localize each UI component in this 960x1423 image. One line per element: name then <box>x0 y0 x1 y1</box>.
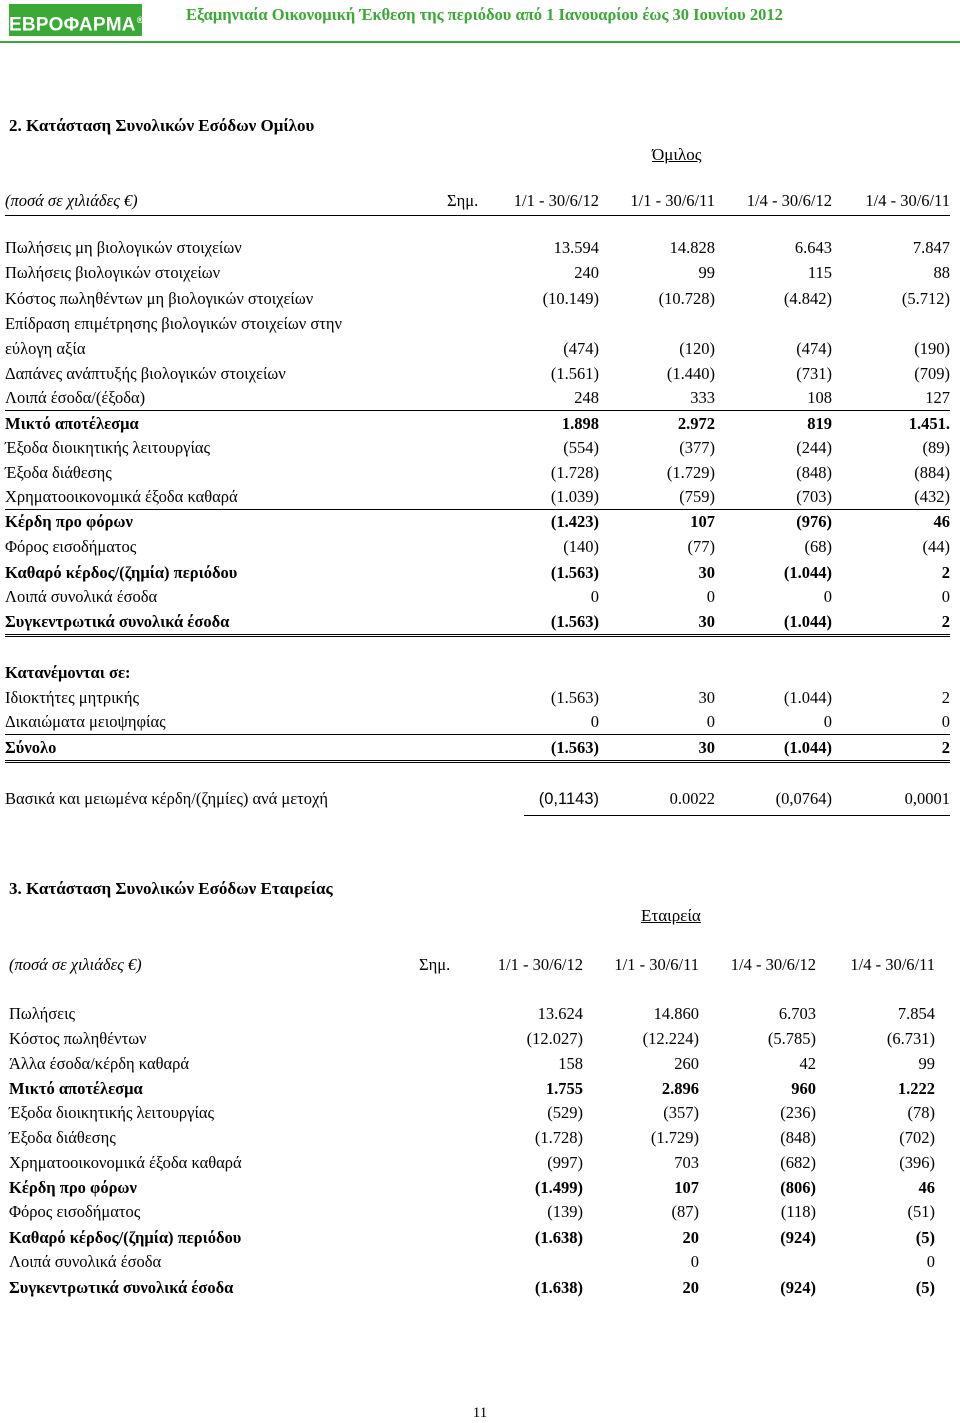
page-header <box>0 0 960 40</box>
section2-cell: 7.854 <box>897 1004 935 1023</box>
rule-line <box>5 410 950 411</box>
section1-allocation-cell: (1.563) <box>550 738 599 757</box>
section1-row-label: Επίδραση επιμέτρησης βιολογικών στοιχείων στην <box>5 314 342 333</box>
section2-cell: 6.703 <box>778 1004 816 1023</box>
section1-cell: (4.842) <box>783 289 832 308</box>
section1-allocation-cell: 30 <box>698 688 715 707</box>
section2-cell: (924) <box>780 1228 816 1247</box>
section2-cell: 158 <box>558 1054 583 1073</box>
section1-row-label: Λοιπά συνολικά έσοδα <box>5 587 158 606</box>
section2-row <box>9 1003 935 1025</box>
section1-cell: (474) <box>796 339 832 358</box>
section1-cell: 88 <box>933 263 950 282</box>
section1-allocation-cell: (1.563) <box>550 688 599 707</box>
section1-cell: (1.044) <box>783 563 832 582</box>
section1-cell: (77) <box>687 537 715 556</box>
section1-cell: 333 <box>690 388 715 407</box>
section2-row-label: Φόρος εισοδήματος <box>9 1202 141 1221</box>
section1-row-label: Λοιπά έσοδα/(έξοδα) <box>5 388 146 407</box>
section2-row-label: Κέρδη προ φόρων <box>9 1178 137 1197</box>
section2-col-header: 1/1 - 30/6/12 <box>497 955 583 974</box>
section1-cell: (68) <box>804 537 832 556</box>
section2-row-label: Πωλήσεις <box>9 1004 76 1023</box>
section1-row-label: Δαπάνες ανάπτυξής βιολογικών στοιχείων <box>5 364 286 383</box>
section1-row <box>5 338 950 360</box>
section1-cell: 0 <box>590 587 599 606</box>
section1-cell: (140) <box>563 537 599 556</box>
section1-allocation-cell: (1.044) <box>783 688 832 707</box>
section1-header-row <box>5 190 950 212</box>
section2-cell: (396) <box>899 1153 935 1172</box>
section1-allocation-row-label: Σύνολο <box>5 738 57 757</box>
section1-cell: 99 <box>698 263 715 282</box>
section1-cell: 248 <box>574 388 599 407</box>
section1-note-header: Σημ. <box>447 191 479 210</box>
section1-row-label: εύλογη αξία <box>5 339 86 358</box>
section1-row <box>5 586 950 608</box>
section2-cell: (529) <box>547 1103 583 1122</box>
section2-cell: 99 <box>918 1054 935 1073</box>
section1-col-header: 1/1 - 30/6/12 <box>513 191 599 210</box>
section1-cell: (89) <box>922 438 950 457</box>
section1-allocation-cell: 0 <box>590 712 599 731</box>
section1-row <box>5 536 950 558</box>
section2-row <box>9 1127 935 1149</box>
section1-cell: (377) <box>679 438 715 457</box>
section1-row <box>5 462 950 484</box>
section1-cell: (759) <box>679 487 715 506</box>
section1-allocation-row-label: Δικαιώματα μειοψηφίας <box>5 712 166 731</box>
section2-row <box>9 1177 935 1199</box>
page-number: 11 <box>472 1405 488 1421</box>
section1-row <box>5 562 950 584</box>
section2-row <box>9 1201 935 1223</box>
section1-row-label: Καθαρό κέρδος/(ζημία) περιόδου <box>5 563 238 582</box>
section1-row <box>5 288 950 310</box>
section1-row-label: Πωλήσεις βιολογικών στοιχείων <box>5 263 221 282</box>
section1-cell: 1.898 <box>561 414 599 433</box>
section1-cell: (5.712) <box>901 289 950 308</box>
section2-cell: 1.755 <box>545 1079 583 1098</box>
section1-cell: 30 <box>698 563 715 582</box>
section2-cell: 107 <box>674 1178 699 1197</box>
section1-cell: (1.561) <box>550 364 599 383</box>
section1-cell: (474) <box>563 339 599 358</box>
section1-cell: (244) <box>796 438 832 457</box>
section2-row-label: Άλλα έσοδα/κέρδη καθαρά <box>9 1054 190 1073</box>
section1-allocation-cell: 0 <box>941 712 950 731</box>
section2-cell: (1.638) <box>534 1278 583 1297</box>
section1-cell: 0 <box>941 587 950 606</box>
section2-cell: (12.224) <box>642 1029 699 1048</box>
section1-cell: 0 <box>706 587 715 606</box>
section1-allocation-row <box>5 711 950 733</box>
section1-cell: (703) <box>796 487 832 506</box>
section1-cell: (120) <box>679 339 715 358</box>
section1-cell: 7.847 <box>912 238 950 257</box>
section1-row-label: Κέρδη προ φόρων <box>5 512 133 531</box>
section1-row-label: Πωλήσεις μη βιολογικών στοιχείων <box>5 238 242 257</box>
section1-row-label: Έξοδα διάθεσης <box>5 463 112 482</box>
section1-col-header: 1/4 - 30/6/11 <box>865 191 950 210</box>
section2-cell: 13.624 <box>537 1004 583 1023</box>
section2-cell: (924) <box>780 1278 816 1297</box>
section1-cell: (10.728) <box>658 289 715 308</box>
section1-row <box>5 237 950 259</box>
section2-cell: (12.027) <box>526 1029 583 1048</box>
section2-cell: 0 <box>690 1252 699 1271</box>
section1-cell: (1.729) <box>666 463 715 482</box>
rule-line <box>5 734 950 735</box>
section2-cell: 960 <box>791 1079 816 1098</box>
section2-cell: (682) <box>780 1153 816 1172</box>
section1-allocation-row-label: Ιδιοκτήτες μητρικής <box>5 688 140 707</box>
rule-line <box>5 634 950 635</box>
section1-row <box>5 486 950 508</box>
section2-row-label: Συγκεντρωτικά συνολικά έσοδα <box>9 1278 234 1297</box>
section1-cell: 127 <box>925 388 950 407</box>
section1-cell: 819 <box>807 414 832 433</box>
section2-cell: (139) <box>547 1202 583 1221</box>
section1-row-label: Χρηματοοικονομικά έξοδα καθαρά <box>5 487 238 506</box>
section1-cell: 1.451. <box>908 414 950 433</box>
section1-title: 2. Κατάσταση Συνολικών Εσόδων Ομίλου <box>9 116 315 135</box>
section1-row <box>5 262 950 284</box>
section1-row <box>5 437 950 459</box>
section1-cell: (709) <box>914 364 950 383</box>
section1-cell: (1.563) <box>550 612 599 631</box>
section2-row <box>9 1102 935 1124</box>
section1-cell: (432) <box>914 487 950 506</box>
section1-cell: (190) <box>914 339 950 358</box>
section1-row <box>5 511 950 533</box>
section2-cell: 20 <box>682 1278 699 1297</box>
section1-row <box>5 611 950 633</box>
section2-group-label: Εταιρεία <box>641 906 701 925</box>
section2-row-label: Έξοδα διάθεσης <box>9 1128 116 1147</box>
section1-cell: 2.972 <box>677 414 715 433</box>
section2-cell: (5.785) <box>767 1029 816 1048</box>
section2-cell: (51) <box>907 1202 935 1221</box>
section2-cell: (1.499) <box>534 1178 583 1197</box>
section1-cell: 2 <box>941 612 950 631</box>
section2-row-label: Καθαρό κέρδος/(ζημία) περιόδου <box>9 1228 242 1247</box>
section2-row-label: Χρηματοοικονομικά έξοδα καθαρά <box>9 1153 242 1172</box>
section2-cell: 703 <box>674 1153 699 1172</box>
section2-cell: 42 <box>799 1054 816 1073</box>
section2-cell: (1.728) <box>534 1128 583 1147</box>
section2-row <box>9 1251 935 1273</box>
section2-cell: (997) <box>547 1153 583 1172</box>
section1-cell: 13.594 <box>553 238 599 257</box>
section1-allocated-heading: Κατανέμονται σε: <box>5 663 131 682</box>
section1-allocation-cell: 0 <box>706 712 715 731</box>
section1-row <box>5 413 950 435</box>
section1-cell: (44) <box>922 537 950 556</box>
section2-cell: (118) <box>780 1202 816 1221</box>
section1-row-label: Μικτό αποτέλεσμα <box>5 414 139 433</box>
section2-row <box>9 1053 935 1075</box>
section1-cell: 0 <box>823 587 832 606</box>
section1-cell: (884) <box>914 463 950 482</box>
section1-cell: (848) <box>796 463 832 482</box>
section2-row-label: Κόστος πωληθέντων <box>9 1029 147 1048</box>
section1-row-label: Συγκεντρωτικά συνολικά έσοδα <box>5 612 230 631</box>
section1-col-header: 1/4 - 30/6/12 <box>746 191 832 210</box>
section2-col-header: 1/4 - 30/6/12 <box>730 955 816 974</box>
section1-cell: 240 <box>574 263 599 282</box>
section2-col-header: 1/1 - 30/6/11 <box>614 955 699 974</box>
section1-allocation-row <box>5 737 950 759</box>
section1-cell: (1.039) <box>550 487 599 506</box>
section2-cell: (357) <box>663 1103 699 1122</box>
section1-cell: (1.044) <box>783 612 832 631</box>
section1-allocation-cell: 30 <box>698 738 715 757</box>
section1-cell: 46 <box>933 512 950 531</box>
section1-cell: (554) <box>563 438 599 457</box>
section1-cell: 30 <box>698 612 715 631</box>
section2-header-row <box>9 954 935 976</box>
section1-cell: 2 <box>941 563 950 582</box>
section2-cell: (236) <box>780 1103 816 1122</box>
section1-cell: 6.643 <box>794 238 832 257</box>
rule-line <box>5 509 950 510</box>
section2-unit-label: (ποσά σε χιλιάδες €) <box>9 955 142 974</box>
section1-allocation-cell: 0 <box>823 712 832 731</box>
section2-cell: 14.860 <box>653 1004 699 1023</box>
section2-cell: 260 <box>674 1054 699 1073</box>
section2-row-label: Μικτό αποτέλεσμα <box>9 1079 143 1098</box>
section2-row-label: Έξοδα διοικητικής λειτουργίας <box>9 1103 215 1122</box>
section1-col-header: 1/1 - 30/6/11 <box>630 191 715 210</box>
section1-cell: 115 <box>807 263 832 282</box>
section1-cell: (1.728) <box>550 463 599 482</box>
section2-row <box>9 1028 935 1050</box>
section2-cell: (806) <box>780 1178 816 1197</box>
section2-cell: (6.731) <box>886 1029 935 1048</box>
section2-row <box>9 1227 935 1249</box>
section1-allocation-cell: 2 <box>941 688 950 707</box>
section1-cell: (10.149) <box>542 289 599 308</box>
header-divider <box>0 41 960 43</box>
section2-title: 3. Κατάσταση Συνολικών Εσόδων Εταιρείας <box>9 879 333 898</box>
section2-col-header: 1/4 - 30/6/11 <box>850 955 935 974</box>
eps-row: Βασικά και μειωμένα κέρδη/(ζημίες) ανά μετοχή (0,1143) 0.0022 (0,0764) 0,0001 <box>5 789 950 808</box>
section2-cell: 2.896 <box>661 1079 699 1098</box>
section2-cell: (5) <box>915 1278 935 1297</box>
section1-cell: (1.563) <box>550 563 599 582</box>
section1-cell: (1.440) <box>666 364 715 383</box>
rule-line <box>5 636 950 637</box>
section1-row-label: Έξοδα διοικητικής λειτουργίας <box>5 438 211 457</box>
section1-cell: 107 <box>690 512 715 531</box>
section1-row-label: Κόστος πωληθέντων μη βιολογικών στοιχείων <box>5 289 314 308</box>
rule-line <box>5 760 950 761</box>
section2-row <box>9 1277 935 1299</box>
section2-cell: 20 <box>682 1228 699 1247</box>
report-title: Εξαμηνιαία Οικονομική Έκθεση της περιόδου από 1 Ιανουαρίου έως 30 Ιουνίου 2012 <box>186 5 783 24</box>
section2-cell: (5) <box>915 1228 935 1247</box>
section1-cell: 14.828 <box>669 238 715 257</box>
section2-row-label: Λοιπά συνολικά έσοδα <box>9 1252 162 1271</box>
section1-header-divider <box>5 215 950 216</box>
section1-allocation-row <box>5 687 950 709</box>
section2-cell: 46 <box>918 1178 935 1197</box>
section2-cell: (848) <box>780 1128 816 1147</box>
section1-cell: (976) <box>796 512 832 531</box>
section2-cell: (87) <box>671 1202 699 1221</box>
section1-cell: (1.423) <box>550 512 599 531</box>
section1-cell: (731) <box>796 364 832 383</box>
section2-row <box>9 1152 935 1174</box>
section2-cell: (702) <box>899 1128 935 1147</box>
section2-cell: (1.729) <box>650 1128 699 1147</box>
section1-row <box>5 313 950 335</box>
company-logo: ΕΒΡΟΦΑΡΜΑ® <box>9 4 142 36</box>
section1-allocation-cell: (1.044) <box>783 738 832 757</box>
section2-cell: 1.222 <box>897 1079 935 1098</box>
section2-row <box>9 1078 935 1100</box>
section1-group-label: Όμιλος <box>652 145 702 164</box>
section2-cell: (1.638) <box>534 1228 583 1247</box>
rule-line <box>5 762 950 763</box>
section1-allocation-cell: 2 <box>941 738 950 757</box>
section1-row-label: Φόρος εισοδήματος <box>5 537 137 556</box>
section1-cell: 108 <box>807 388 832 407</box>
section2-cell: (78) <box>907 1103 935 1122</box>
section1-unit-label: (ποσά σε χιλιάδες €) <box>5 191 138 210</box>
section1-row <box>5 387 950 409</box>
eps-underline <box>524 815 950 816</box>
section2-note-header: Σημ. <box>419 955 451 974</box>
section2-cell: 0 <box>926 1252 935 1271</box>
section1-row <box>5 363 950 385</box>
